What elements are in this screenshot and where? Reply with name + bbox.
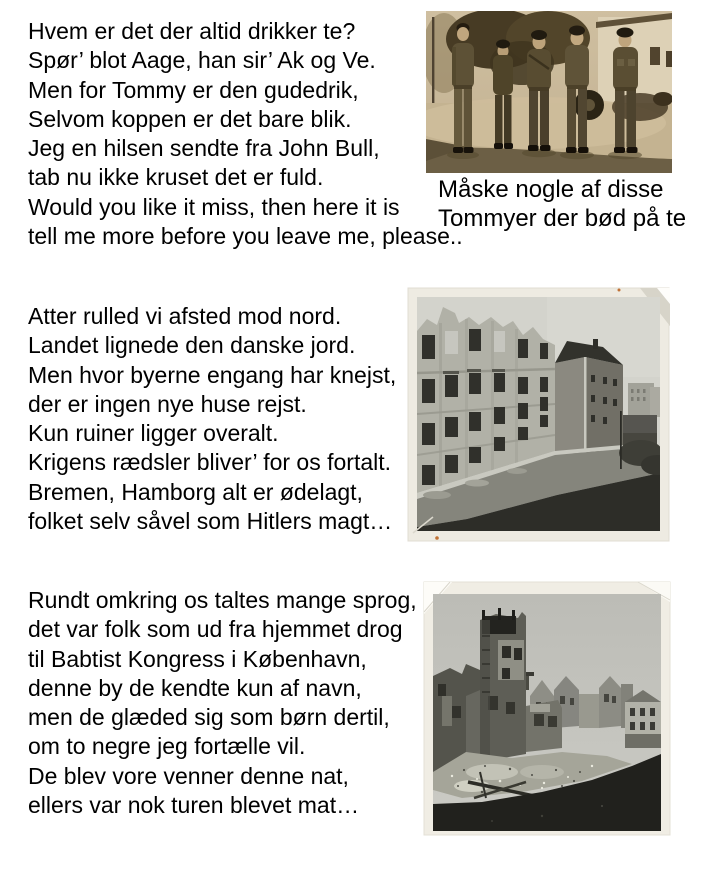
caption-line: Tommyer der bød på te: [438, 204, 687, 232]
poem-line: Landet lignede den danske jord.: [28, 332, 356, 359]
poem-stanza-3: [28, 586, 417, 820]
poem-line: men de glæded sig som børn dertil,: [28, 704, 390, 731]
poem-line: ellers var nok turen blevet mat…: [28, 792, 360, 819]
poem-line: Men for Tommy er den gudedrik,: [28, 76, 359, 103]
soldiers-photo: [426, 11, 672, 173]
poem-line: Men hvor byerne engang har knejst,: [28, 361, 397, 388]
poem-line: Atter rulled vi afsted mod nord.: [28, 303, 342, 329]
ruined-street-photo: [407, 283, 670, 542]
poem-line: Would you like it miss, then here it is: [28, 193, 400, 220]
poem-line: Selvom koppen er det bare blik.: [28, 105, 352, 132]
poem-line: Hvem er det der altid drikker te?: [28, 18, 356, 44]
poem-line: Spør’ blot Aage, han sir’ Ak og Ve.: [28, 47, 376, 74]
poem-line: De blev vore venner denne nat,: [28, 762, 349, 789]
poem-stanza-1: [28, 17, 463, 251]
poem-line: om to negre jeg fortælle vil.: [28, 733, 306, 760]
poem-line: det var folk som ud fra hjemmet drog: [28, 616, 403, 643]
poem-line: Kun ruiner ligger overalt.: [28, 420, 279, 447]
soldiers-photo-image: [426, 11, 672, 173]
poem-line: til Babtist Kongress i København,: [28, 645, 367, 672]
poem-line: Jeg en hilsen sendte fra John Bull,: [28, 135, 380, 162]
poem-line: Krigens rædsler bliver’ for os fortalt.: [28, 449, 392, 476]
ruined-street-photo-image: [407, 283, 670, 542]
poem-line: Rundt omkring os taltes mange sprog,: [28, 587, 417, 613]
poem-line: tab nu ikke kruset det er fuld.: [28, 164, 324, 191]
caption-line: Måske nogle af disse: [438, 176, 664, 203]
photo-caption: [438, 176, 686, 233]
poem-stanza-2: [28, 302, 396, 536]
poem-line: tell me more before you leave me, please..: [28, 223, 463, 250]
ruins-rubble-photo-image: [422, 576, 672, 841]
poem-line: denne by de kendte kun af navn,: [28, 674, 362, 701]
ruins-rubble-photo: [422, 576, 672, 841]
poem-line: folket selv såvel som Hitlers magt…: [28, 508, 393, 535]
poem-line: der er ingen nye huse rejst.: [28, 390, 307, 417]
poem-line: Bremen, Hamborg alt er ødelagt,: [28, 478, 363, 505]
